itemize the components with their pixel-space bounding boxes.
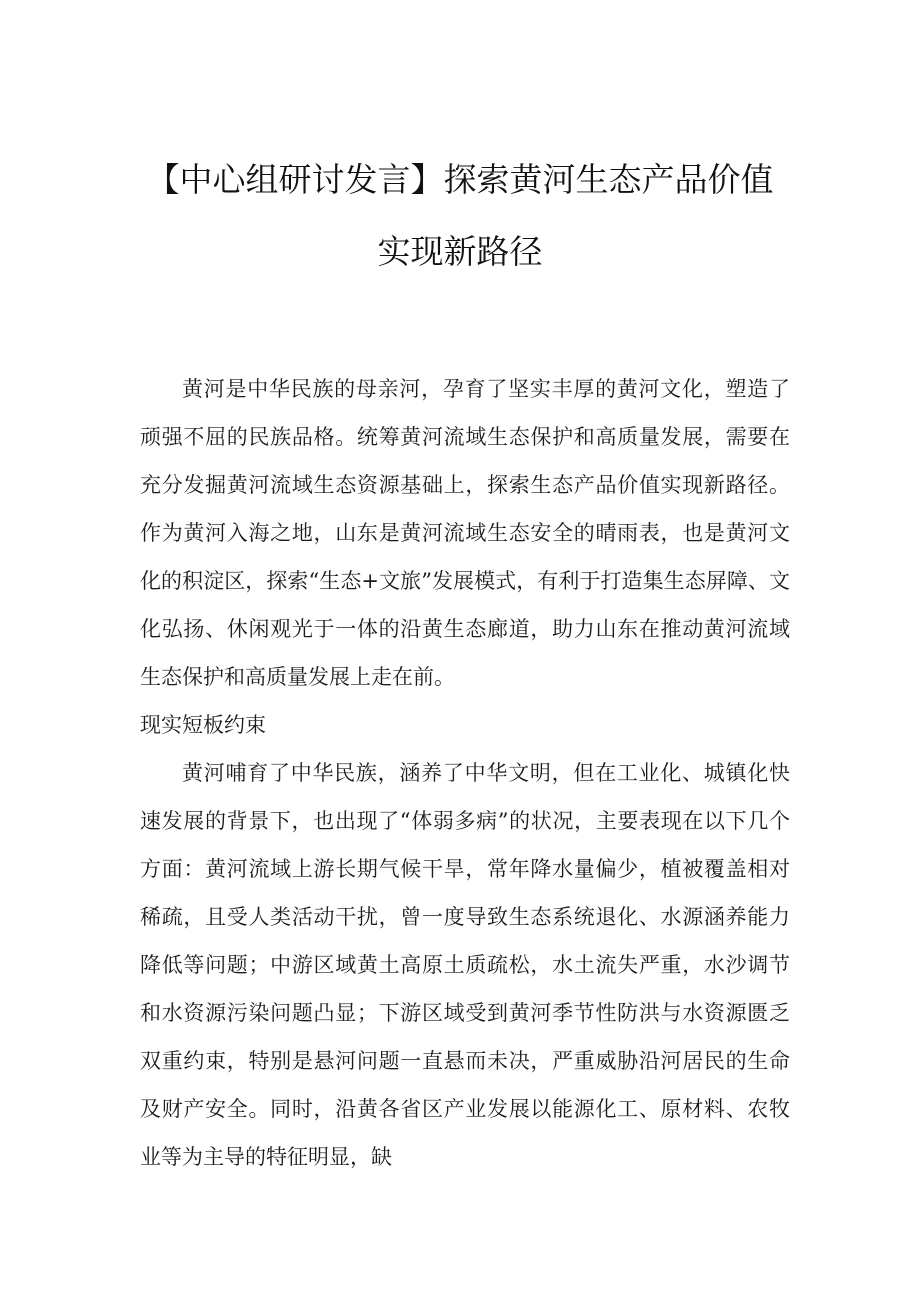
document-body — [140, 365, 790, 1181]
section-heading: 现实短板约束 — [140, 713, 266, 737]
paragraph-constraints: 黄河哺育了中华民族，涵养了中华文明，但在工业化、城镇化快速发展的背景下，也出现了“体弱多病”的状况，主要表现在以下几个方面：黄河流域上游长期气候干旱，常年降水量偏少，植被覆盖相对稀疏，且受人类活动干扰，曾一度导致生态系统退化、水源涵养能力降低等问题；中游区域黄土高原土质疏松，水土流失严重，水沙调节和水资源污染问题凸显；下游区域受到黄河季节性防洪与水资源匮乏双重约束，特别是悬河问题一直悬而未决，严重威胁沿河居民的生命及财产安全。同时，沿黄各省区产业发展以能源化工、原材料、农牧业等为主导的特征明显，缺 — [140, 761, 790, 1169]
paragraph-intro: 黄河是中华民族的母亲河，孕育了坚实丰厚的黄河文化，塑造了顽强不屈的民族品格。统筹黄河流域生态保护和高质量发展，需要在充分发掘黄河流域生态资源基础上，探索生态产品价值实现新路径。作为黄河入海之地，山东是黄河流域生态安全的晴雨表，也是黄河文化的积淀区，探索“生态+文旅”发展模式，有利于打造集生态屏障、文化弘扬、休闲观光于一体的沿黄生态廊道，助力山东在推动黄河流域生态保护和高质量发展上走在前。 — [140, 377, 790, 689]
page-title-line-2: 实现新路径 — [377, 232, 543, 271]
page-title-line-1: 【中心组研讨发言】探索黄河生态产品价值 — [146, 160, 774, 199]
